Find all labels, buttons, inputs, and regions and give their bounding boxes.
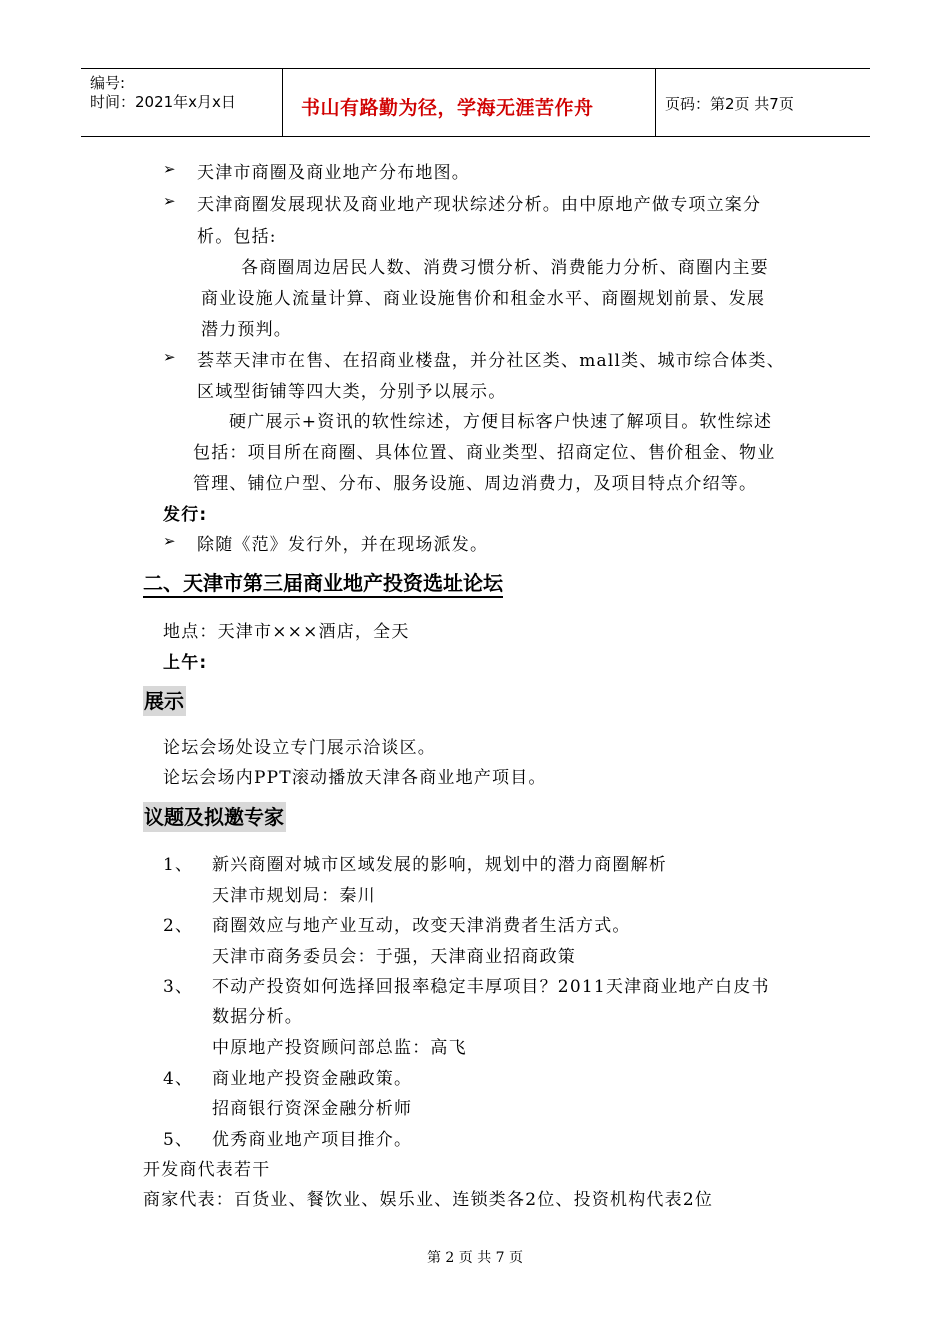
topic-number: 3、 (163, 977, 194, 997)
detail-text: 潜力预判。 (201, 320, 292, 340)
morning-label: 上午: (163, 653, 208, 673)
header-motto: 书山有路勤为径，学海无涯苦作舟 (301, 97, 594, 119)
issue-label: 发行: (163, 505, 208, 525)
display-text: 论坛会场处设立专门展示洽谈区。 (163, 738, 436, 758)
topic-text: 商业地产投资金融政策。 (212, 1069, 413, 1089)
bullet-arrow-icon: ➢ (163, 192, 176, 210)
topic-continuation: 数据分析。 (212, 1007, 303, 1027)
number-label: 编号: (90, 74, 126, 92)
topic-text: 不动产投资如何选择回报率稳定丰厚项目？2011天津商业地产白皮书 (212, 977, 770, 997)
detail-text: 各商圈周边居民人数、消费习惯分析、消费能力分析、商圈内主要 (241, 258, 769, 278)
page-code: 页码：第2页 共7页 (665, 95, 794, 113)
header-info-cell (81, 69, 283, 136)
topic-number: 5、 (163, 1130, 194, 1150)
time-label: 时间：2021年x月x日 (90, 93, 236, 111)
list-item: 天津商圈发展现状及商业地产现状综述分析。由中原地产做专项立案分 (197, 195, 762, 215)
list-item: 除随《范》发行外，并在现场派发。 (197, 535, 489, 555)
location-text: 地点：天津市×××酒店，全天 (163, 622, 410, 642)
detail-text: 管理、铺位户型、分布、服务设施、周边消费力，及项目特点介绍等。 (193, 474, 758, 494)
display-text: 论坛会场内PPT滚动播放天津各商业地产项目。 (163, 768, 547, 788)
topic-speaker: 天津市商务委员会：于强，天津商业招商政策 (212, 947, 576, 967)
detail-text: 商业设施人流量计算、商业设施售价和租金水平、商圈规划前景、发展 (201, 289, 766, 309)
bullet-arrow-icon: ➢ (163, 532, 176, 550)
topic-text: 新兴商圈对城市区域发展的影响，规划中的潜力商圈解析 (212, 855, 667, 875)
developers-text: 开发商代表若干 (143, 1160, 271, 1180)
detail-text: 包括：项目所在商圈、具体位置、商业类型、招商定位、售价租金、物业 (193, 443, 776, 463)
display-heading: 展示 (143, 686, 186, 716)
topic-speaker: 中原地产投资顾问部总监：高飞 (212, 1038, 467, 1058)
list-item: 天津市商圈及商业地产分布地图。 (197, 163, 470, 183)
header-page-cell (655, 69, 871, 136)
topic-text: 优秀商业地产项目推介。 (212, 1130, 413, 1150)
detail-text: 硬广展示+资讯的软性综述，方便目标客户快速了解项目。软性综述 (229, 412, 773, 432)
merchants-text: 商家代表：百货业、餐饮业、娱乐业、连锁类各2位、投资机构代表2位 (143, 1190, 714, 1210)
bullet-arrow-icon: ➢ (163, 348, 176, 366)
topic-number: 4、 (163, 1069, 194, 1089)
topic-speaker: 天津市规划局：秦川 (212, 886, 376, 906)
page-header (81, 68, 870, 137)
topic-number: 1、 (163, 855, 194, 875)
topic-text: 商圈效应与地产业互动，改变天津消费者生活方式。 (212, 916, 631, 936)
list-item-continuation: 析。包括: (197, 227, 277, 247)
bullet-arrow-icon: ➢ (163, 160, 176, 178)
list-item-continuation: 区域型街铺等四大类，分别予以展示。 (197, 382, 507, 402)
section-title: 二、天津市第三届商业地产投资选址论坛 (143, 570, 503, 598)
topic-speaker: 招商银行资深金融分析师 (212, 1099, 413, 1119)
list-item: 荟萃天津市在售、在招商业楼盘，并分社区类、mall类、城市综合体类、 (197, 351, 785, 371)
topics-heading: 议题及拟邀专家 (143, 802, 286, 832)
page-footer: 第 2 页 共 7 页 (426, 1250, 524, 1266)
topic-number: 2、 (163, 916, 194, 936)
